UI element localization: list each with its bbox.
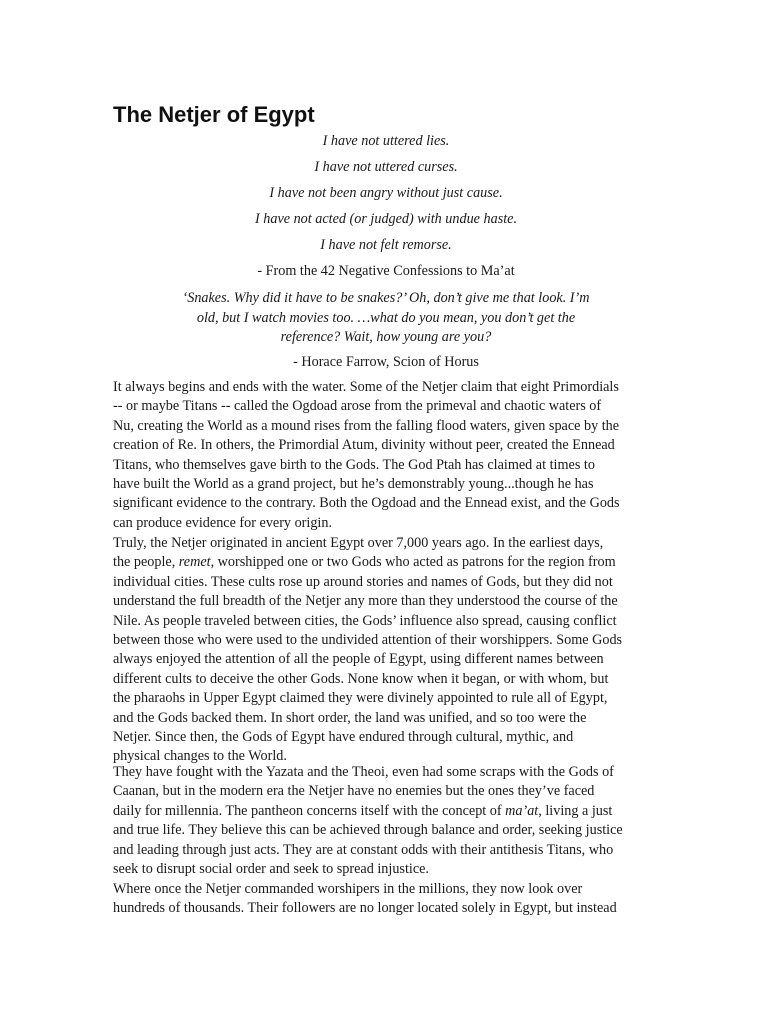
text-line: creation of Re. In others, the Primordial Atum, divinity without peer, created the Ennead [113,437,615,454]
text-line: seek to disrupt social order and seek to spread injustice. [113,861,429,878]
body-paragraph [113,534,659,767]
text-line: and true life. They believe this can be achieved through balance and order, seeking justice [113,822,623,839]
quote-line: reference? Wait, how young are you? [280,329,492,345]
body-paragraph [113,378,659,533]
epigraph-horace-quote [150,289,622,348]
quote-line: ‘Snakes. Why did it have to be snakes?’ Oh, don’t give me that look. I’m [182,290,590,306]
epigraph-line: I have not uttered curses. [314,159,458,175]
text-line: physical changes to the World. [113,748,287,765]
text-line: can produce evidence for every origin. [113,514,333,531]
text-line: Titans, who themselves gave birth to the Gods. The God Ptah has claimed at times to [113,456,595,473]
epigraph-attribution: - From the 42 Negative Confessions to Ma’at [257,263,515,279]
text-line: daily for millennia. The pantheon concerns itself with the concept of ma’at, living a just [113,802,613,819]
page-title: The Netjer of Egypt [113,102,315,127]
epigraph-line: I have not uttered lies. [322,133,450,149]
text-line: have built the World as a grand project, but he’s demonstrably young...though he has [113,476,594,493]
text-line: different cults to deceive the other Gods. None know when it began, or with whom, but [113,670,609,687]
epigraph-line: I have not been angry without just cause. [269,185,503,201]
text-line: -- or maybe Titans -- called the Ogdoad arose from the primeval and chaotic waters of [113,398,602,415]
epigraph-horace-attribution: - Horace Farrow, Scion of Horus [293,354,479,370]
text-line: It always begins and ends with the water. Some of the Netjer claim that eight Primordials [113,379,619,395]
text-line: Caanan, but in the modern era the Netjer have no enemies but the ones they’ve faced [113,783,595,800]
text-line: Netjer. Since then, the Gods of Egypt have endured through cultural, mythic, and [113,729,574,746]
text-line: understand the full breadth of the Netjer any more than they understood the course of the [113,593,618,610]
text-line: always enjoyed the attention of all the people of Egypt, using different names between [113,651,604,668]
quote-line: old, but I watch movies too. …what do you mean, you don’t get the [196,309,576,326]
body-paragraph [113,880,659,919]
text-line: hundreds of thousands. Their followers are no longer located solely in Egypt, but instead [113,900,617,917]
text-line: between those who were used to the undivided attention of their worshippers. Some Gods [113,632,623,649]
epigraph-confessions [113,128,659,284]
text-line: Where once the Netjer commanded worshipers in the millions, they now look over [113,881,583,897]
text-line: significant evidence to the contrary. Both the Ogdoad and the Ennead exist, and the Gods [113,495,620,512]
body-paragraph [113,763,659,879]
text-line: and the Gods backed them. In short order, the land was unified, and so too were the [113,709,587,726]
text-line: individual cities. These cults rose up around stories and names of Gods, but they did not [113,573,613,590]
epigraph-line: I have not felt remorse. [320,237,452,253]
text-line: They have fought with the Yazata and the Theoi, even had some scraps with the Gods of [113,764,614,780]
text-line: the pharaohs in Upper Egypt claimed they were divinely appointed to rule all of Egypt, [113,690,608,707]
text-line: Nu, creating the World as a mound rises from the falling flood waters, given space by the [113,417,620,434]
epigraph-line: I have not acted (or judged) with undue haste. [254,211,518,227]
text-line: Nile. As people traveled between cities, the Gods’ influence also spread, causing conflict [113,612,617,629]
text-line: Truly, the Netjer originated in ancient Egypt over 7,000 years ago. In the earliest days, [113,535,604,551]
text-line: the people, remet, worshipped one or two Gods who acted as patrons for the region from [113,554,616,571]
text-line: and leading through just acts. They are at constant odds with their antithesis Titans, who [113,841,614,858]
